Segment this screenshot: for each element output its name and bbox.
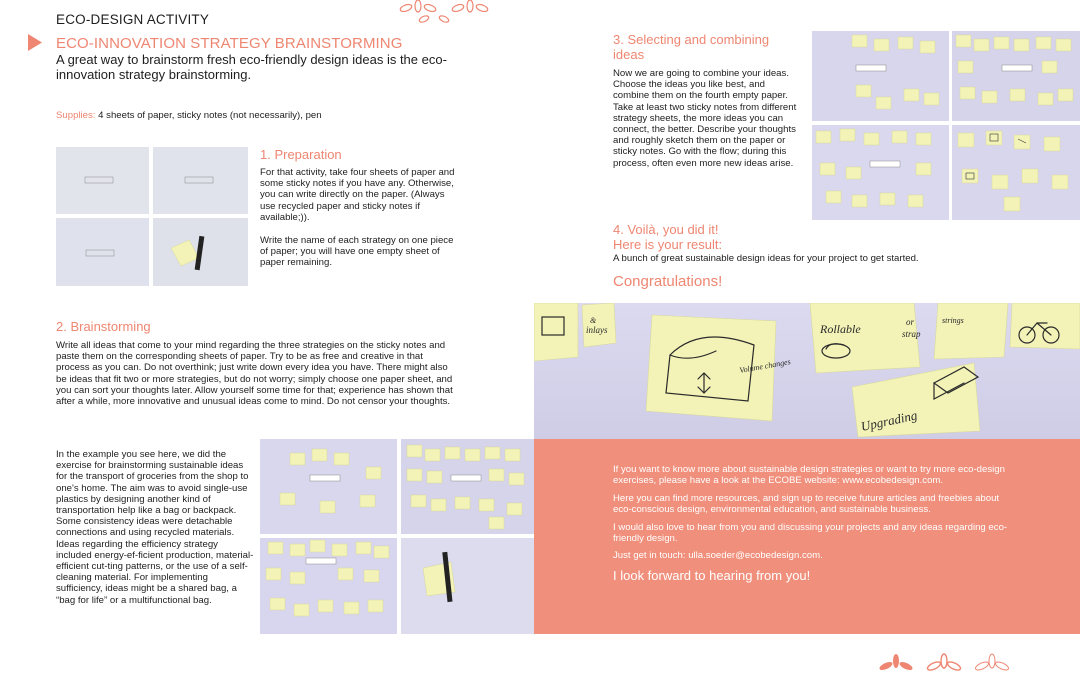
contact-box — [534, 439, 1080, 634]
brainstorming-example-text: In the example you see here, we did the exercise for brainstorming sustainable ideas for the transport of groceries from the shop to one's home. The aim was to avoid single-use plastics by designing another kind of transportation help like a bag or backpack. Some consistency ideas were detachable connections and using recycled materials. Ideas regarding the efficiency strategy included energy-ef-ficient production, material-efficient cut-ting patterns, or the use of a self-cleaning material. For implementing sufficiency, ideas might be a shared bag, a “bag for life” or a multifunctional bag. — [56, 449, 254, 606]
photo-preparation-2 — [153, 147, 248, 214]
preparation-text-2: Write the name of each strategy on one piece of paper; you will have one empty sheet of paper remaining. — [260, 235, 454, 269]
photo-brainstorm-3 — [260, 538, 397, 634]
sketch-label-strings: strings — [942, 316, 964, 325]
closing-text: I look forward to hearing from you! — [613, 567, 811, 583]
sketch-label-volume: Volume changes — [738, 357, 792, 375]
supplies-text: 4 sheets of paper, sticky notes (not necessarily), pen — [98, 110, 322, 121]
sketch-label-and: & — [590, 316, 597, 325]
leaf-ornament-bottom-icon — [876, 650, 1016, 675]
result-text: A bunch of great sustainable design ideas for your project to get started. — [613, 253, 919, 264]
sketch-label-or: or — [906, 317, 915, 327]
page-title: ECO-INNOVATION STRATEGY BRAINSTORMING — [56, 35, 403, 52]
title-arrow-icon — [28, 34, 42, 51]
selecting-title — [613, 32, 769, 62]
brainstorming-title: 2. Brainstorming — [56, 319, 151, 334]
selecting-title-line-1: 3. Selecting and combining — [613, 32, 770, 47]
sketch-label-upgrading: Upgrading — [859, 407, 919, 434]
selecting-title-line-2: ideas — [613, 47, 645, 62]
leaf-ornament-top-icon — [396, 0, 492, 26]
sketch-label-inlays: inlays — [586, 325, 608, 335]
result-title — [613, 222, 722, 252]
contact-text-1: If you want to know more about sustainable design strategies or want to try more eco-design exercises, please have a look at the ECOBE website: www.ecobedesign.com. — [613, 464, 1005, 487]
selecting-text: Now we are going to combine your ideas. Choose the ideas you like best, and combine them on the fourth empty paper. Take at least two sticky notes from different strategy sheets, the more ideas you can connect, the better. Describe your thoughts and roughly sketch them on the paper or sticky notes. Go with the flow; during this process, often even more new ideas arise. — [613, 68, 797, 169]
supplies-label: Supplies: — [56, 110, 96, 121]
activity-label: ECO-DESIGN ACTIVITY — [56, 12, 210, 27]
photo-brainstorm-1 — [260, 439, 397, 534]
contact-text-4: Just get in touch: ulla.soeder@ecobedesign.com. — [613, 550, 823, 562]
result-title-line-1: 4. Voilà, you did it! — [613, 222, 719, 237]
sketch-label-rollable: Rollable — [820, 322, 861, 336]
photo-brainstorm-4 — [401, 538, 534, 634]
congratulations-text: Congratulations! — [613, 273, 723, 290]
intro-text: A great way to brainstorm fresh eco-friendly design ideas is the eco-innovation strategy brainstorming. — [56, 52, 447, 82]
photo-select-2 — [952, 31, 1080, 121]
preparation-text-1: For that activity, take four sheets of paper and some sticky notes if you have any. Otherwise, you can write directly on the paper. (Always use recycled paper and sticky notes if available;)). — [260, 167, 455, 223]
photo-preparation-1 — [56, 147, 149, 214]
brainstorming-text: Write all ideas that come to your mind regarding the three strategies on the sticky notes and paste them on the corresponding sheets of paper. Try to be as free and creative in that process as you can. Do not overthink; just write down every idea you have. There might also be ideas that fit two or more strategies, but do not worry; simply choose one paper sheet, and you can sort your thoughts later. Allow yourself some time for that; experience has shown that after a while, more innovative and unusual ideas come to mind. Do not censor your thoughts. — [56, 340, 453, 408]
photo-result — [534, 303, 1080, 439]
photo-preparation-4 — [153, 218, 248, 286]
supplies-line — [56, 110, 322, 121]
photo-select-3 — [812, 125, 949, 220]
contact-text-3: I would also love to hear from you and discussing your projects and any ideas regarding eco-friendly design. — [613, 521, 1008, 545]
photo-select-4 — [952, 125, 1080, 220]
photo-preparation-3 — [56, 218, 149, 286]
contact-text-2: Here you can find more resources, and sign up to receive future articles and freebies about eco-conscious design, environmental education, and sustainable business. — [613, 492, 1000, 516]
result-title-line-2: Here is your result: — [613, 237, 723, 252]
sketch-label-strap: strap — [902, 329, 921, 339]
preparation-title: 1. Preparation — [260, 147, 342, 162]
photo-brainstorm-2 — [401, 439, 534, 534]
photo-select-1 — [812, 31, 949, 121]
